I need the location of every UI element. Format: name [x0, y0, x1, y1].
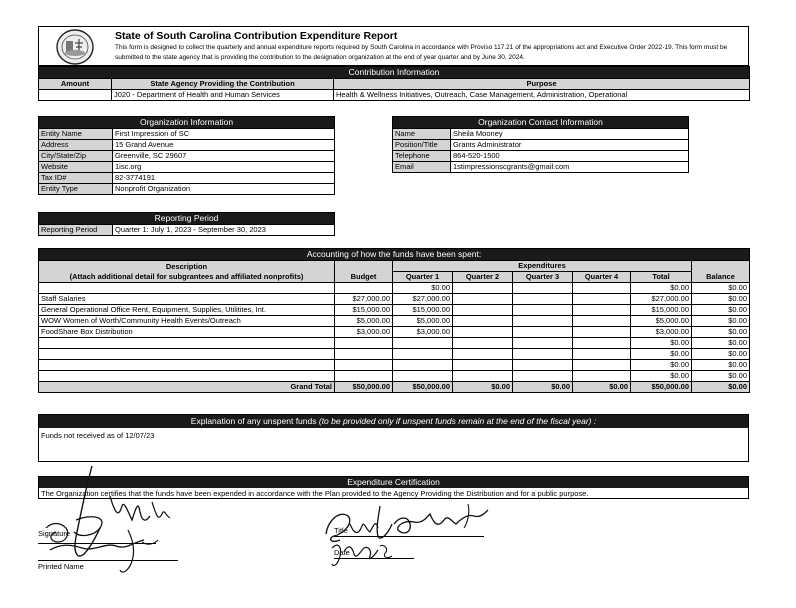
row-q1 — [393, 349, 453, 360]
report-header — [38, 26, 749, 66]
row-total: $27,000.00 — [631, 294, 692, 305]
handwritten-signature — [30, 462, 180, 577]
table-row — [39, 338, 750, 349]
title-label: Title — [334, 526, 348, 535]
row-desc — [39, 338, 335, 349]
org-row — [39, 184, 335, 195]
handwritten-title-and-date — [318, 494, 498, 574]
row-q2 — [453, 294, 513, 305]
printed-name-label: Printed Name — [38, 562, 84, 571]
budget-header: Budget — [335, 261, 393, 283]
row-q4 — [573, 371, 631, 382]
grand-total-q2: $0.00 — [453, 382, 513, 393]
row-balance: $0.00 — [692, 338, 750, 349]
row-q4 — [573, 294, 631, 305]
org-label: Entity Type — [39, 184, 113, 195]
row-total: $0.00 — [631, 371, 692, 382]
date-label: Date — [334, 548, 350, 557]
q4-header: Quarter 4 — [573, 272, 631, 283]
signature-label: Signature — [38, 529, 71, 538]
row-desc: Staff Salaries — [39, 294, 335, 305]
row-total: $5,000.00 — [631, 316, 692, 327]
org-row — [39, 162, 335, 173]
unspent-section-title — [39, 415, 748, 428]
description-header — [39, 261, 335, 283]
row-q3 — [513, 371, 573, 382]
unspent-explanation: Funds not received as of 12/07/23 — [41, 431, 155, 440]
row-desc: WOW Women of Worth/Community Health Events/Outreach — [39, 316, 335, 327]
table-row — [39, 371, 750, 382]
row-q1: $5,000.00 — [393, 316, 453, 327]
row-budget — [335, 371, 393, 382]
contact-section-title: Organization Contact Information — [393, 117, 689, 129]
amount-value — [39, 90, 112, 101]
contact-value: 1stimpressionscgrants@gmail.com — [451, 162, 689, 173]
row-q1: $27,000.00 — [393, 294, 453, 305]
org-label: City/State/Zip — [39, 151, 113, 162]
report-title: State of South Carolina Contribution Expenditure Report — [115, 30, 398, 42]
row-q1: $3,000.00 — [393, 327, 453, 338]
row-q2 — [453, 360, 513, 371]
purpose-value: Health & Wellness Initiatives, Outreach, Case Management, Administration, Operational — [334, 90, 750, 101]
purpose-header: Purpose — [334, 79, 750, 90]
org-row — [39, 173, 335, 184]
table-row — [39, 327, 750, 338]
row-q4 — [573, 360, 631, 371]
organization-section-title: Organization Information — [39, 117, 335, 129]
contact-table — [392, 116, 689, 173]
org-label: Entity Name — [39, 129, 113, 140]
table-row — [39, 294, 750, 305]
contact-value: 864-520-1500 — [451, 151, 689, 162]
row-q2 — [453, 349, 513, 360]
certification-statement: The Organization certifies that the funds have been expended in accordance with the Plan provided to the Agency Providing the Distribution and for a public purpose. — [41, 489, 589, 498]
row-balance: $0.00 — [692, 283, 750, 294]
row-q3 — [513, 305, 573, 316]
row-total: $0.00 — [631, 349, 692, 360]
contact-value: Sheila Mooney — [451, 129, 689, 140]
row-total: $0.00 — [631, 338, 692, 349]
row-q4 — [573, 349, 631, 360]
org-row — [39, 151, 335, 162]
org-value: Greenville, SC 29607 — [113, 151, 335, 162]
row-q3 — [513, 349, 573, 360]
reporting-value: Quarter 1: July 1, 2023 - September 30, 2023 — [113, 225, 335, 236]
row-balance: $0.00 — [692, 294, 750, 305]
contribution-table — [38, 66, 750, 101]
unspent-title-main: Explanation of any unspent funds — [190, 416, 317, 426]
grand-total-q3: $0.00 — [513, 382, 573, 393]
row-q1: $0.00 — [393, 283, 453, 294]
grand-total-balance: $0.00 — [692, 382, 750, 393]
row-q2 — [453, 371, 513, 382]
description-header-label: Description — [165, 261, 208, 271]
row-q4 — [573, 316, 631, 327]
row-q1: $15,000.00 — [393, 305, 453, 316]
organization-table — [38, 116, 335, 195]
row-q1 — [393, 360, 453, 371]
row-q3 — [513, 294, 573, 305]
contact-row — [393, 151, 689, 162]
row-q4 — [573, 305, 631, 316]
expenditures-header: Expenditures — [393, 261, 692, 272]
q1-header: Quarter 1 — [393, 272, 453, 283]
q2-header: Quarter 2 — [453, 272, 513, 283]
unspent-title-italic: (to be provided only if unspent funds remain at the end of the fiscal year) : — [318, 416, 597, 426]
row-q1 — [393, 371, 453, 382]
reporting-label: Reporting Period — [39, 225, 113, 236]
row-budget: $3,000.00 — [335, 327, 393, 338]
row-budget — [335, 349, 393, 360]
row-q2 — [453, 305, 513, 316]
table-row — [39, 283, 750, 294]
grand-total-q4: $0.00 — [573, 382, 631, 393]
agency-value: J020 - Department of Health and Human Services — [112, 90, 334, 101]
org-value: 1isc.org — [113, 162, 335, 173]
row-balance: $0.00 — [692, 305, 750, 316]
contribution-section-title: Contribution Information — [39, 67, 750, 79]
row-balance: $0.00 — [692, 327, 750, 338]
grand-total-budget: $50,000.00 — [335, 382, 393, 393]
row-q4 — [573, 327, 631, 338]
row-total: $15,000.00 — [631, 305, 692, 316]
amount-header: Amount — [39, 79, 112, 90]
row-q3 — [513, 316, 573, 327]
row-desc — [39, 349, 335, 360]
contact-label: Position/Title — [393, 140, 451, 151]
row-q2 — [453, 338, 513, 349]
org-label: Tax ID# — [39, 173, 113, 184]
row-q4 — [573, 338, 631, 349]
row-q1 — [393, 338, 453, 349]
row-desc — [39, 360, 335, 371]
org-label: Website — [39, 162, 113, 173]
row-desc: FoodShare Box Distribution — [39, 327, 335, 338]
row-budget — [335, 338, 393, 349]
row-balance: $0.00 — [692, 316, 750, 327]
row-q2 — [453, 316, 513, 327]
grand-total-label: Grand Total — [39, 382, 335, 393]
row-budget: $27,000.00 — [335, 294, 393, 305]
table-row — [39, 305, 750, 316]
contact-label: Email — [393, 162, 451, 173]
contact-row — [393, 129, 689, 140]
description-header-sub: (Attach additional detail for subgrantees and affiliated nonprofits) — [69, 271, 304, 281]
table-row — [39, 316, 750, 327]
state-seal-icon — [47, 29, 103, 65]
grand-total-q1: $50,000.00 — [393, 382, 453, 393]
row-q3 — [513, 338, 573, 349]
row-budget: $15,000.00 — [335, 305, 393, 316]
org-value: Nonprofit Organization — [113, 184, 335, 195]
unspent-section — [38, 414, 749, 462]
row-q2 — [453, 327, 513, 338]
row-balance: $0.00 — [692, 349, 750, 360]
row-total: $0.00 — [631, 360, 692, 371]
row-q2 — [453, 283, 513, 294]
accounting-table — [38, 248, 750, 393]
contact-value: Grants Administrator — [451, 140, 689, 151]
org-label: Address — [39, 140, 113, 151]
org-row — [39, 140, 335, 151]
reporting-table — [38, 212, 335, 236]
row-q3 — [513, 327, 573, 338]
grand-total-total: $50,000.00 — [631, 382, 692, 393]
org-value: 15 Grand Avenue — [113, 140, 335, 151]
report-description: This form is designed to collect the quarterly and annual expenditure reports required by South Carolina in accordance with Proviso 117.21 of the appropriations act and Executive Order 2022-19. This form must be submitted to the state agency that is providing the contribution to the designation organization at the end of year quarter and by June 30, 2024. — [115, 44, 728, 61]
contact-row — [393, 162, 689, 173]
row-desc: General Operational Office Rent, Equipment, Supplies, Utilitites, Int. — [39, 305, 335, 316]
agency-header: State Agency Providing the Contribution — [112, 79, 334, 90]
row-desc — [39, 283, 335, 294]
total-header: Total — [631, 272, 692, 283]
row-q3 — [513, 283, 573, 294]
row-budget — [335, 360, 393, 371]
row-desc — [39, 371, 335, 382]
accounting-body — [39, 283, 750, 393]
row-q3 — [513, 360, 573, 371]
balance-header: Balance — [692, 261, 750, 283]
row-total: $3,000.00 — [631, 327, 692, 338]
org-value: 82-3774191 — [113, 173, 335, 184]
q3-header: Quarter 3 — [513, 272, 573, 283]
row-balance: $0.00 — [692, 371, 750, 382]
reporting-section-title: Reporting Period — [39, 213, 335, 225]
row-total: $0.00 — [631, 283, 692, 294]
certification-section-title: Expenditure Certification — [39, 477, 748, 488]
org-row — [39, 129, 335, 140]
org-value: First Impression of SC — [113, 129, 335, 140]
table-row — [39, 360, 750, 371]
accounting-section-title: Accounting of how the funds have been spent: — [39, 249, 750, 261]
contact-label: Telephone — [393, 151, 451, 162]
row-q4 — [573, 283, 631, 294]
row-balance: $0.00 — [692, 360, 750, 371]
row-budget: $5,000.00 — [335, 316, 393, 327]
row-budget — [335, 283, 393, 294]
grand-total-row — [39, 382, 750, 393]
contact-label: Name — [393, 129, 451, 140]
table-row — [39, 349, 750, 360]
contact-row — [393, 140, 689, 151]
